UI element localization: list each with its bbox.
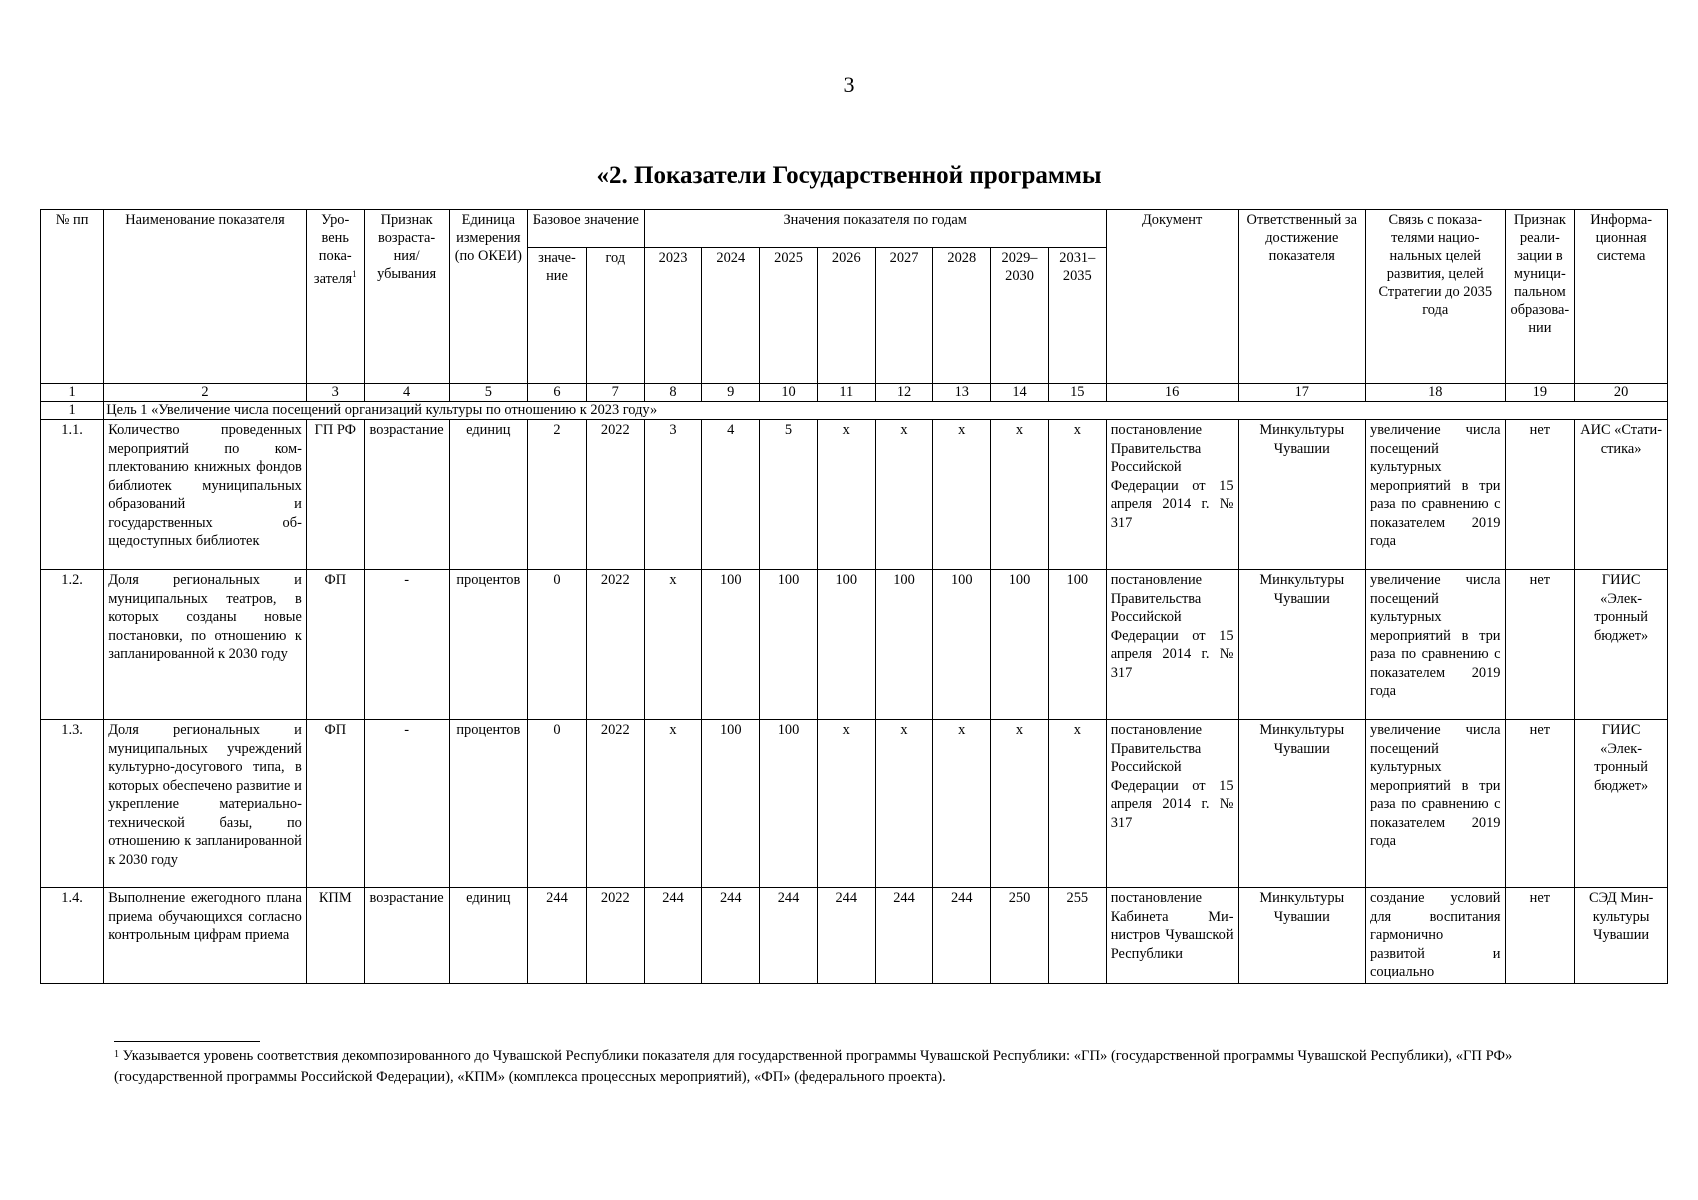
indicator-unit: единиц [449,888,527,984]
indicator-unit: процентов [449,720,527,888]
base-year: 2022 [586,888,644,984]
year-value: 244 [933,888,991,984]
indicator-trend: - [364,720,449,888]
column-number: 11 [817,384,875,402]
year-value: х [933,720,991,888]
column-number: 10 [760,384,818,402]
indicator-level: ФП [306,570,364,720]
footnote-text: Указывается уровень соответствия декомпозированного до Чувашской Республики показателя для государственной программы Чувашской Республики: «ГП» (государственной программы Чувашской Республики), «ГП РФ» (государственной программы Российской Федерации), «КПМ» (комплекса процессных мероприятий), «ФП» (федерального проекта). [114,1048,1513,1085]
column-number: 14 [991,384,1049,402]
column-numbers-row [41,384,1668,402]
header-year: 2023 [644,248,702,384]
year-value: 100 [991,570,1049,720]
info-system: ГИИС «Электронный бюджет» [1575,570,1668,720]
year-value: х [991,420,1049,570]
header-base-value: значение [528,248,587,384]
header-national-goals-link: Связь с показателями национальных целей развития, целей Стратегии до 2035 года [1366,210,1505,384]
responsible: Минкультуры Чувашии [1238,570,1365,720]
column-number: 3 [306,384,364,402]
year-value: 3 [644,420,702,570]
national-goals-link: создание условий для воспитания гармонично развитой и социально [1366,888,1505,984]
column-number: 8 [644,384,702,402]
indicator-name: Доля региональных и муниципальных учреждений культурно-досугового типа, в которых обеспечено развитие и укрепление материально-технической базы, по отношению к запланированной к 2030 году [104,720,307,888]
year-value: х [817,720,875,888]
header-base-group: Базовое значение [528,210,645,248]
indicator-name: Количество проведенных мероприятий по комплектованию книжных фондов библиотек муниципальных образований и государственных общедоступных библиотек [104,420,307,570]
column-number: 4 [364,384,449,402]
header-unit: Единица измерения (по ОКЕИ) [449,210,527,384]
header-year: 2027 [875,248,933,384]
national-goals-link: увеличение числа посещений культурных мероприятий в три раза по сравнению с показателем 2019 года [1366,420,1505,570]
responsible: Минкультуры Чувашии [1238,420,1365,570]
table-row [41,570,1668,720]
year-value: х [644,720,702,888]
document: постановление Кабинета Министров Чувашской Республики [1106,888,1238,984]
footnote-number: 1 [114,1049,119,1060]
year-value: 244 [817,888,875,984]
municipal-flag: нет [1505,720,1575,888]
municipal-flag: нет [1505,888,1575,984]
column-number: 9 [702,384,760,402]
indicator-level: ФП [306,720,364,888]
year-value: х [1048,420,1106,570]
year-value: 244 [644,888,702,984]
indicator-name: Выполнение ежегодного плана приема обучающихся согласно контрольным цифрам приема [104,888,307,984]
table-row [41,888,1668,984]
indicator-trend: возрастание [364,420,449,570]
base-value: 0 [528,570,587,720]
national-goals-link: увеличение числа посещений культурных мероприятий в три раза по сравнению с показателем 2019 года [1366,570,1505,720]
indicator-unit: единиц [449,420,527,570]
year-value: 244 [702,888,760,984]
base-year: 2022 [586,570,644,720]
year-value: 250 [991,888,1049,984]
responsible: Минкультуры Чувашии [1238,888,1365,984]
column-number: 2 [104,384,307,402]
year-value: 100 [933,570,991,720]
column-number: 12 [875,384,933,402]
header-document: Документ [1106,210,1238,384]
header-year: 2024 [702,248,760,384]
base-value: 244 [528,888,587,984]
header-level: Уровень показателя$^1$ [306,210,364,384]
row-number: 1.4. [41,888,104,984]
year-value: 100 [760,720,818,888]
year-value: х [991,720,1049,888]
year-value: х [875,720,933,888]
indicator-trend: - [364,570,449,720]
table-header-row [41,210,1668,248]
year-value: 244 [875,888,933,984]
column-number: 17 [1238,384,1365,402]
row-number: 1.1. [41,420,104,570]
indicators-table [40,209,1668,984]
header-year: 2026 [817,248,875,384]
header-year: 2029– 2030 [991,248,1049,384]
header-years-group: Значения показателя по годам [644,210,1106,248]
header-responsible: Ответственный за достижение показателя [1238,210,1365,384]
base-value: 0 [528,720,587,888]
indicator-unit: процентов [449,570,527,720]
document: постановление Правительства Российской Федерации от 15 апреля 2014 г. № 317 [1106,570,1238,720]
indicator-level: ГП РФ [306,420,364,570]
year-value: 100 [702,720,760,888]
municipal-flag: нет [1505,420,1575,570]
municipal-flag: нет [1505,570,1575,720]
header-base-year: год [586,248,644,384]
info-system: АИС «Статистика» [1575,420,1668,570]
year-value: х [875,420,933,570]
header-trend: Признак возрастания/ убывания [364,210,449,384]
responsible: Минкультуры Чувашии [1238,720,1365,888]
header-year: 2028 [933,248,991,384]
footnote-mark: 1 [352,269,357,279]
row-number: 1.2. [41,570,104,720]
year-value: 100 [702,570,760,720]
year-value: 5 [760,420,818,570]
header-info-system: Информационная система [1575,210,1668,384]
column-number: 7 [586,384,644,402]
column-number: 1 [41,384,104,402]
footnote [114,1046,1584,1088]
indicator-name: Доля региональных и муниципальных театров, в которых созданы новые постановки, по отношению к запланированной к 2030 году [104,570,307,720]
header-year: 2025 [760,248,818,384]
header-indicator-name: Наименование показателя [104,210,307,384]
column-number: 15 [1048,384,1106,402]
document: постановление Правительства Российской Федерации от 15 апреля 2014 г. № 317 [1106,420,1238,570]
year-value: 100 [760,570,818,720]
info-system: ГИИС «Электронный бюджет» [1575,720,1668,888]
year-value: 255 [1048,888,1106,984]
column-number: 20 [1575,384,1668,402]
goal-number: 1 [41,402,104,420]
year-value: х [933,420,991,570]
document: постановление Правительства Российской Федерации от 15 апреля 2014 г. № 317 [1106,720,1238,888]
column-number: 16 [1106,384,1238,402]
year-value: х [1048,720,1106,888]
year-value: х [644,570,702,720]
column-number: 5 [449,384,527,402]
column-number: 6 [528,384,587,402]
footnote-separator [114,1041,260,1042]
page-title: «2. Показатели Государственной программы [596,162,1102,189]
base-year: 2022 [586,720,644,888]
row-number: 1.3. [41,720,104,888]
column-number: 18 [1366,384,1505,402]
column-number: 19 [1505,384,1575,402]
base-value: 2 [528,420,587,570]
indicator-trend: возрастание [364,888,449,984]
header-year: 2031– 2035 [1048,248,1106,384]
year-value: х [817,420,875,570]
year-value: 4 [702,420,760,570]
year-value: 100 [1048,570,1106,720]
national-goals-link: увеличение числа посещений культурных мероприятий в три раза по сравнению с показателем 2019 года [1366,720,1505,888]
table-row [41,420,1668,570]
page-number: 3 [843,72,855,97]
year-value: 100 [817,570,875,720]
header-num: № пп [41,210,104,384]
goal-row [41,402,1668,420]
table-row [41,720,1668,888]
info-system: СЭД Минкультуры Чувашии [1575,888,1668,984]
year-value: 100 [875,570,933,720]
base-year: 2022 [586,420,644,570]
goal-text: Цель 1 «Увеличение числа посещений организаций культуры по отношению к 2023 году» [104,402,1668,420]
indicator-level: КПМ [306,888,364,984]
year-value: 244 [760,888,818,984]
column-number: 13 [933,384,991,402]
header-municipal: Признак реализации в муниципальном образовании [1505,210,1575,384]
